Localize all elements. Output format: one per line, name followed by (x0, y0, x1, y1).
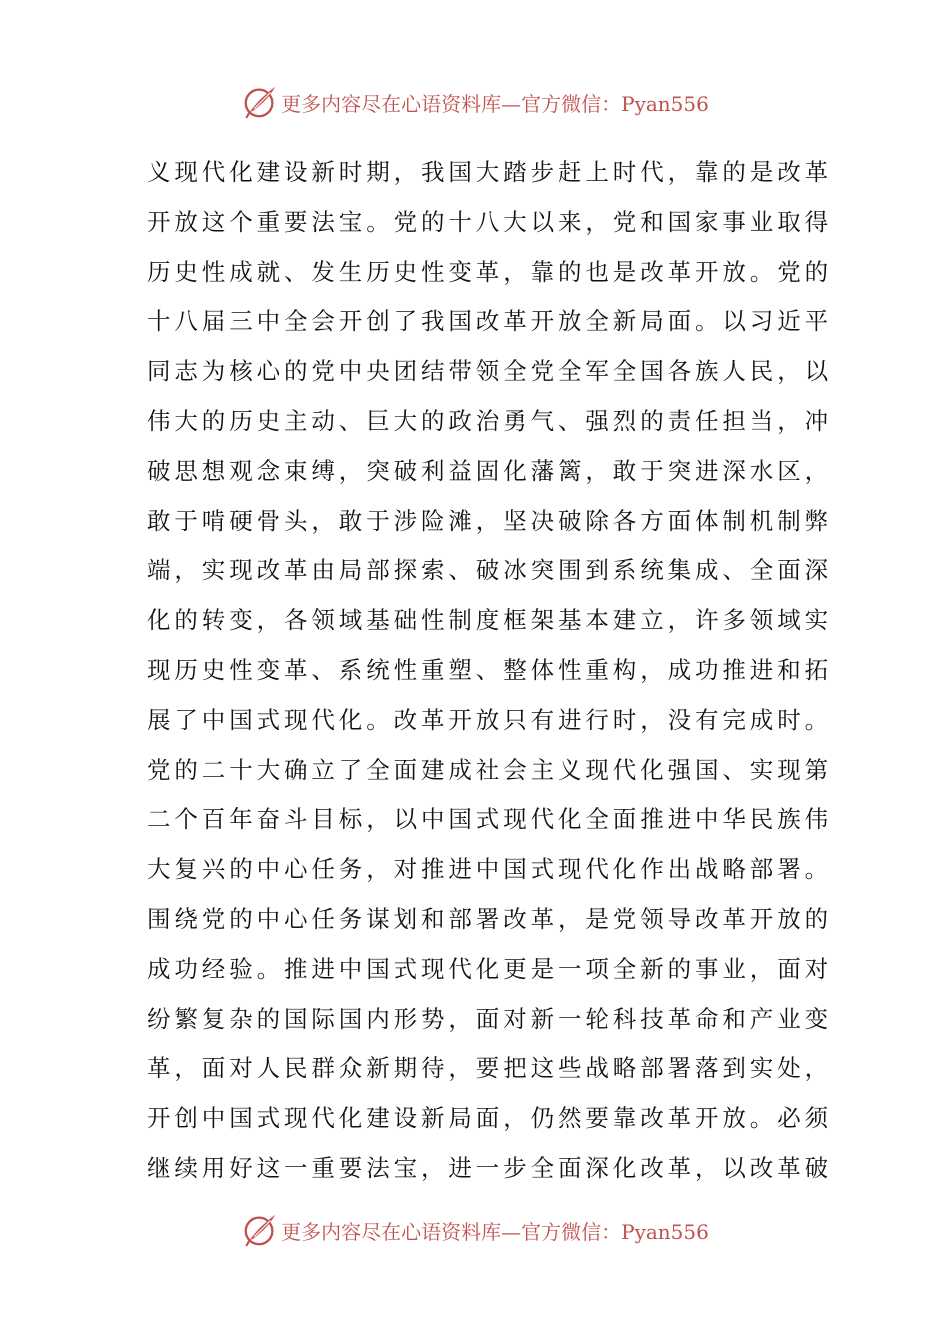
text-line: 义现代化建设新时期，我国大踏步赶上时代，靠的是改革 (147, 158, 832, 186)
text-line: 革，面对人民群众新期待，要把这些战略部署落到实处， (147, 1054, 832, 1083)
footer-watermark-text: 更多内容尽在心语资料库—官方微信：Pyan556 (281, 1219, 709, 1244)
text-line: 党的二十大确立了全面建成社会主义现代化强国、实现第 (147, 755, 832, 784)
text-line: 围绕党的中心任务谋划和部署改革，是党领导改革开放的 (147, 904, 832, 933)
text-line: 大复兴的中心任务，对推进中国式现代化作出战略部署。 (147, 855, 832, 884)
text-line: 破思想观念束缚，突破利益固化藩篱，敢于突进深水区， (147, 456, 832, 485)
text-line: 十八届三中全会开创了我国改革开放全新局面。以习近平 (147, 307, 832, 336)
text-line: 历史性成就、发生历史性变革，靠的也是改革开放。党的 (147, 257, 832, 286)
text-line: 同志为核心的党中央团结带领全党全军全国各族人民，以 (147, 357, 832, 386)
document-body (147, 148, 832, 1194)
header-watermark-text: 更多内容尽在心语资料库—官方微信：Pyan556 (281, 91, 709, 116)
quill-pen-logo-icon (241, 1211, 279, 1249)
text-line: 纷繁复杂的国际国内形势，面对新一轮科技革命和产业变 (147, 1004, 832, 1033)
footer-watermark-banner (0, 1210, 950, 1250)
text-line: 二个百年奋斗目标，以中国式现代化全面推进中华民族伟 (147, 805, 832, 834)
text-line: 成功经验。推进中国式现代化更是一项全新的事业，面对 (147, 954, 832, 983)
text-line: 展了中国式现代化。改革开放只有进行时，没有完成时。 (147, 705, 832, 734)
quill-pen-logo-icon (241, 83, 279, 121)
text-line: 现历史性变革、系统性重塑、整体性重构，成功推进和拓 (147, 655, 832, 684)
text-line: 敢于啃硬骨头，敢于涉险滩，坚决破除各方面体制机制弊 (147, 506, 832, 535)
text-line: 继续用好这一重要法宝，进一步全面深化改革，以改革破 (147, 1153, 832, 1182)
text-line: 开放这个重要法宝。党的十八大以来，党和国家事业取得 (147, 207, 832, 236)
header-watermark-banner (0, 82, 950, 122)
text-line: 化的转变，各领域基础性制度框架基本建立，许多领域实 (147, 606, 832, 635)
text-line: 端，实现改革由局部探索、破冰突围到系统集成、全面深 (147, 556, 832, 585)
text-line: 开创中国式现代化建设新局面，仍然要靠改革开放。必须 (147, 1104, 832, 1133)
text-line: 伟大的历史主动、巨大的政治勇气、强烈的责任担当，冲 (147, 406, 832, 435)
